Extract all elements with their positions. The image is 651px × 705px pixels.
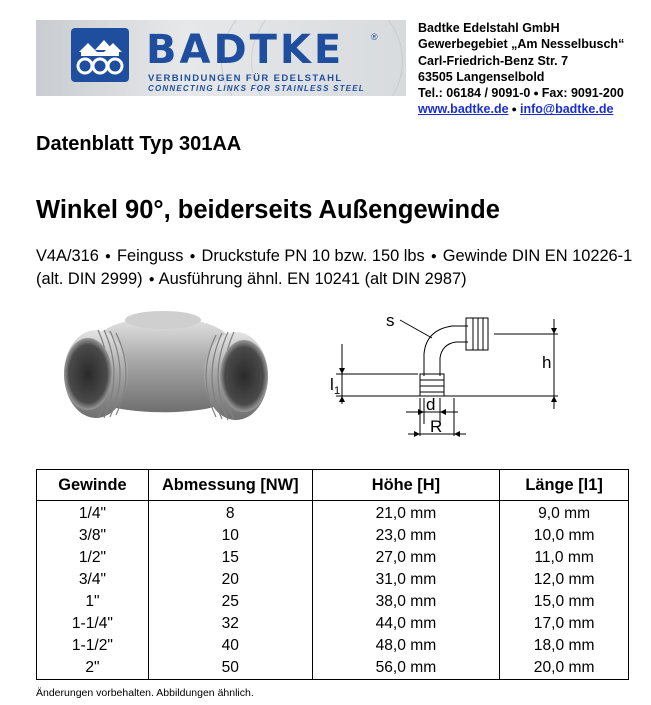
drawing-label-l1-sub: 1 (334, 385, 341, 397)
table-row (37, 613, 629, 635)
cell-height: 44,0 mm (312, 613, 500, 635)
cell-thread: 1/2" (37, 547, 149, 569)
cell-height: 21,0 mm (312, 501, 500, 526)
cell-nominal-size: 40 (148, 635, 312, 657)
technical-drawing (318, 304, 578, 444)
cell-nominal-size: 15 (148, 547, 312, 569)
cell-nominal-size: 8 (148, 501, 312, 526)
column-header-nominal-size: Abmessung [NW] (148, 470, 312, 501)
table-row (37, 547, 629, 569)
cell-thread: 1-1/4" (37, 613, 149, 635)
contact-block (418, 20, 624, 118)
cell-nominal-size: 50 (148, 657, 312, 680)
bullet-icon: ● (430, 251, 437, 262)
column-header-length: Länge [l1] (500, 470, 629, 501)
cell-height: 27,0 mm (312, 547, 500, 569)
brand-tagline: VERBINDUNGEN FÜR EDELSTAHL (148, 73, 343, 84)
cell-height: 23,0 mm (312, 525, 500, 547)
company-name: Badtke Edelstahl GmbH (418, 21, 560, 35)
table-row (37, 501, 629, 526)
table-row (37, 569, 629, 591)
cell-length: 12,0 mm (500, 569, 629, 591)
cell-length: 10,0 mm (500, 525, 629, 547)
table-row (37, 591, 629, 613)
cell-height: 38,0 mm (312, 591, 500, 613)
cell-nominal-size: 20 (148, 569, 312, 591)
cell-height: 31,0 mm (312, 569, 500, 591)
bullet-icon: ● (511, 104, 517, 115)
column-header-thread: Gewinde (37, 470, 149, 501)
address-city: 63505 Langenselbold (418, 69, 545, 84)
drawing-label-R: R (430, 417, 443, 436)
table-row (37, 635, 629, 657)
fax: Fax: 9091-200 (541, 86, 624, 101)
address-area: Gewerbegebiet „Am Nesselbusch“ (418, 37, 625, 52)
cell-length: 18,0 mm (500, 635, 629, 657)
spec-thread: Gewinde DIN EN 10226-1 (alt. DIN 2999) (36, 247, 633, 288)
cell-thread: 1-1/2" (37, 635, 149, 657)
cell-nominal-size: 10 (148, 525, 312, 547)
cell-thread: 1" (37, 591, 149, 613)
cell-length: 15,0 mm (500, 591, 629, 613)
web-email-line (418, 101, 624, 117)
drawing-label-h: h (542, 353, 552, 372)
spec-material: V4A/316 (36, 247, 99, 265)
drawing-label-s: s (386, 311, 395, 330)
cell-length: 17,0 mm (500, 613, 629, 635)
bullet-icon: ● (148, 274, 155, 285)
footnote-disclaimer: Änderungen vorbehalten. Abbildungen ähnlich. (36, 687, 254, 699)
cell-height: 48,0 mm (312, 635, 500, 657)
cell-length: 11,0 mm (500, 547, 629, 569)
table-row (37, 525, 629, 547)
cell-height: 56,0 mm (312, 657, 500, 680)
cell-thread: 3/8" (37, 525, 149, 547)
cell-length: 9,0 mm (500, 501, 629, 526)
drawing-label-d: d (426, 395, 436, 414)
cell-nominal-size: 32 (148, 613, 312, 635)
brand-name: BADTKE (146, 27, 345, 73)
datasheet-type: Datenblatt Typ 301AA (36, 133, 242, 155)
product-title: Winkel 90°, beiderseits Außengewinde (36, 196, 500, 224)
cell-length: 20,0 mm (500, 657, 629, 680)
address-street: Carl-Friedrich-Benz Str. 7 (418, 53, 569, 68)
website-link[interactable]: www.badtke.de (418, 102, 509, 117)
phone: Tel.: 06184 / 9091-0 (418, 86, 531, 101)
elbow-fitting-photo (58, 306, 273, 434)
bullet-icon: ● (533, 88, 539, 99)
column-header-height: Höhe [H] (312, 470, 500, 501)
drawing-label-l1: l (330, 375, 334, 394)
registered-mark: ® (371, 32, 378, 42)
product-specs (36, 245, 636, 291)
cell-thread: 2" (37, 657, 149, 680)
brand-tagline-english: CONNECTING LINKS FOR STAINLESS STEEL (148, 84, 365, 93)
table-header-row (37, 470, 629, 501)
bullet-icon: ● (104, 251, 111, 262)
table-row (37, 657, 629, 680)
badtke-logo-icon (71, 28, 129, 82)
phone-fax-line (418, 85, 624, 101)
cell-thread: 3/4" (37, 569, 149, 591)
spec-casting: Feinguss (116, 247, 184, 265)
email-link[interactable]: info@badtke.de (519, 102, 614, 117)
spec-design: Ausführung ähnl. EN 10241 (alt DIN 2987) (158, 270, 467, 288)
bullet-icon: ● (189, 251, 196, 262)
spec-pressure: Druckstufe PN 10 bzw. 150 lbs (201, 247, 425, 265)
dimensions-table (36, 469, 629, 680)
cell-nominal-size: 25 (148, 591, 312, 613)
company-logo-banner (36, 20, 406, 96)
cell-thread: 1/4" (37, 501, 149, 526)
